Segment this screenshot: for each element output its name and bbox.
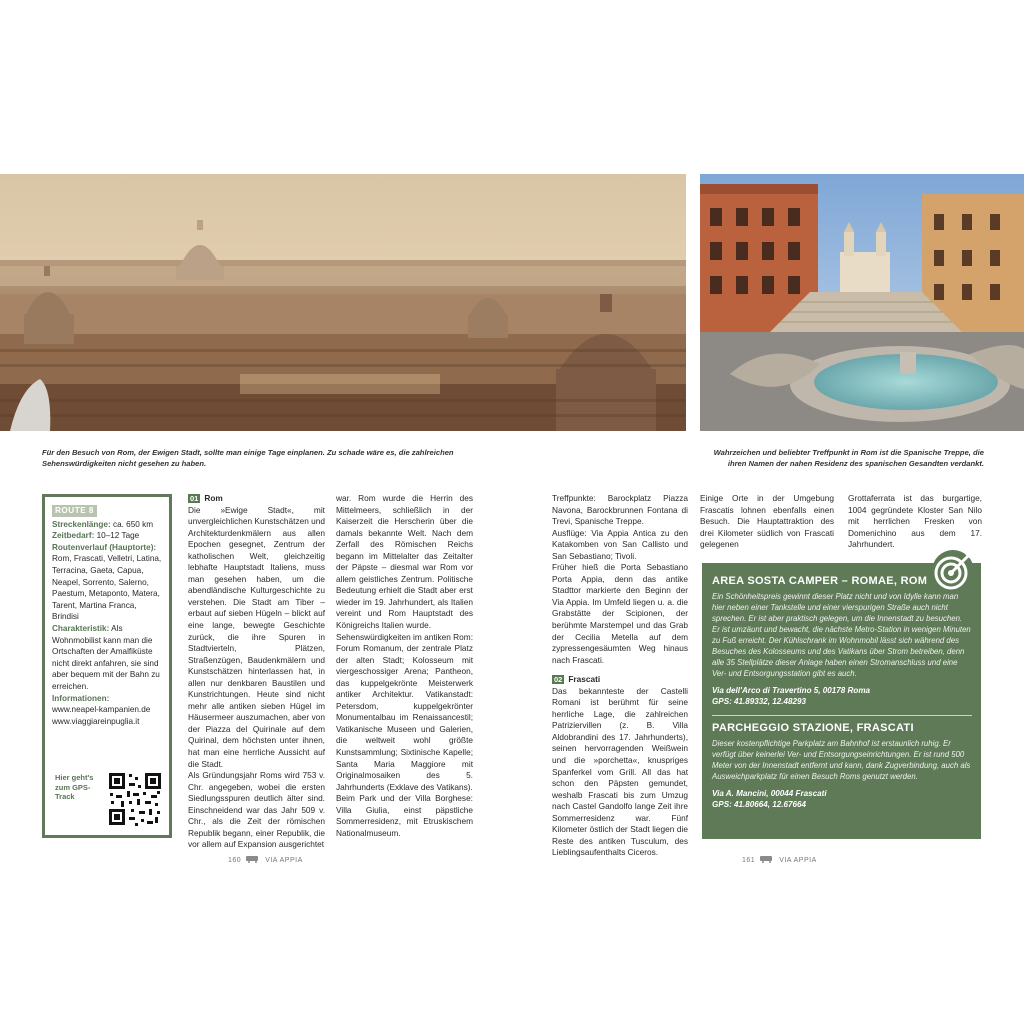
text-column-2 [188,493,325,851]
camper-site-b-gps: GPS: 41.80664, 12.67664 [712,800,807,809]
body-paragraph: Ausflüge: Via Appia Antica zu den Katakomben von San Callisto und San Sebastiano; Tivoli. [552,527,688,561]
section-number: 02 [554,675,563,685]
photo-caption-left: Für den Besuch von Rom, der Ewigen Stadt, sollte man einige Tage einplanen. Zu schade wäre es, die zahlreichen Sehenswürdigkeiten nicht gesehen zu haben. [42,448,454,468]
text-column-3 [336,493,473,839]
body-paragraph: Grottaferrata ist das burgartige, 1004 gegründete Kloster San Nilo mit herrlichen Fresken von Domenichino aus dem 17. Jahrhundert. [848,493,982,550]
page-folio-left [228,855,303,865]
camper-site-b-title: PARCHEGGIO STAZIONE, FRASCATI [712,722,914,734]
text-column-5 [700,493,834,551]
body-paragraph: Beim Park und der Villa Borghese: Villa Giulia, einst päpstliche Sommerresidenz, mit Etruskischem Nationalmuseum. [336,793,473,838]
camper-van-icon [760,855,774,865]
page-number: 160 [228,856,242,864]
camper-sites-box [702,563,981,839]
route-info-label: Informationen: [52,693,110,703]
spanish-steps-photo [700,174,1024,431]
route-info-link-2[interactable]: www.viaggiareinpuglia.it [52,716,140,726]
page-folio-right [742,855,817,865]
camper-site-a-title: AREA SOSTA CAMPER – ROMAE, ROM [712,575,928,587]
route-course-value: Rom, Frascati, Velletri, Latina, Terracina, Gaeta, Capua, Neapel, Sorrento, Salerno, Paestum, Metaponto, Matera, Tarent, Martina Franca, Brindisi [52,554,162,622]
route-char-value: Als Wohnmobilist kann man die Ortschaften der Amalfiküste nicht direkt anfahren, sie sind aber bequem mit der Bahn zu erreichen. [52,623,160,691]
route-length-value: ca. 650 km [112,519,154,529]
body-paragraph: Einige Orte in der Umgebung Frascatis lohnen ebenfalls einen Besuch. Die Hauptattraktion des drei Kilometer südlich von Frascati gelegenen [700,493,834,550]
camper-site-a-address: Via dell'Arco di Travertino 5, 00178 Roma [712,686,871,695]
body-paragraph: Das bekannteste der Castelli Romani ist berühmt für seine herrliche Lage, die zahlreichen Patriziervillen (z. B. Villa Aldobrandini des 17. Jahrhunderts), seinen hervorragenden Weißwein und die »porchetta«, knuspriges Spanferkel vom Grill. All das hat schon den Päpsten gemundet, weshalb Frascati bis zum Umzug nach Castel Gandolfo lange Zeit ihre Sommerresidenz war. Fünf Kilometer östlich der Stadt liegen die Reste des antiken Tusculum, des Lieblingsaufenthalts Ciceros. [552,685,688,858]
text-column-6 [848,493,982,551]
route-length-label: Streckenlänge: [52,519,111,529]
body-paragraph: Die »Ewige Stadt«, mit unvergleichlichen Kunstschätzen und Architekturdenkmälern aus allen Epochen gesegnet, Zentrum der katholischen Welt, gleichzeitig lebhafte Hauptstadt Italiens, muss man gesehen haben, um die abendländische Kulturgeschichte zu verstehen. Die Stadt am Tiber – erbaut auf sieben Hügeln – blickt auf eine lange, bewegte Geschichte zurück, die ihre Spuren in Stadtvierteln, Plätzen, Straßenzügen, Baudenkmälern und Kunstschätzen hinterlassen hat, in allen nur denkbaren Baustilen und Kunstrichtungen. Heute sind nicht mehr alle antiken sieben Hügel im Häusermeer auszumachen, aber von der Piazza del Quirinale auf dem Quirinal, dem höchsten unter ihnen, hat man eine herrliche Aussicht auf die Stadt. [188,504,325,769]
camper-site-b-text: Dieser kostenpflichtige Parkplatz am Bahnhof ist erstaunlich ruhig. Er verfügt über keinerlei Ver- und Entsorgungseinrichtungen. Er ist rund 500 Meter von der Innenstadt entfernt und kann, dank Zugverbindung, auch als Ausweichparkplatz für einen Besuch Roms genutzt werden. [712,739,971,781]
route-time-value: 10–12 Tage [96,531,140,541]
camper-site-b-address: Via A. Mancini, 00044 Frascati [712,789,827,798]
section-title: Frascati [568,674,601,685]
body-paragraph: Als Gründungsjahr Roms wird 753 v. Chr. angegeben, wobei die ersten Siedlungsspuren deutlich älter sind. Einschneidend war das Jahr 509 v. Chr., als die Zeit der römischen Republik begann, einer Republik, die vor allem auf Expansion ausgerichtet [188,770,325,850]
qr-code-icon[interactable] [107,771,163,827]
page-number: 161 [742,856,756,864]
route-course-label: Routenverlauf (Hauptorte): [52,542,157,552]
body-paragraph: Treffpunkte: Barockplatz Piazza Navona, Barockbrunnen Fontana di Trevi, Spanische Treppe. [552,493,688,527]
section-heading-rom [188,493,325,505]
text-column-4 [552,493,688,859]
gps-track-label: Hier geht's zum GPS-Track [55,773,94,801]
route-time-label: Zeitbedarf: [52,531,95,541]
body-paragraph: Früher hieß die Porta Sebastiano Porta Appia, denn das antike Stadttor markierte den Beginn der Via Appia. Im Umfeld liegen u. a. die Grabstätte der Scipionen, der berühmte Marstempel und das Grab der Cecilia Metella auf dem zypressengesäumten Weg hinaus nach Frascati. [552,562,688,665]
camper-site-a-text: Ein Schönheitspreis gewinnt dieser Platz nicht und von Idylle kann man hier neben einer Tankstelle und einer vierspurigen Straße auch nicht sprechen. Er ist aber praktisch gelegen, um die Innenstadt zu besuchen. Er ist umzäunt und bewacht, die nächste Metro-Station in wenigen Minuten zu Fuß erreicht. Der Kühlschrank im Wohnmobil lässt sich während des Besuches des Kolosseums und des Vatikans über Strom betreiben, denn alle 35 Stellplätze dieser Anlage haben einen Stromanschluss und eine Ver- und Entsorgungsstation gibt es auch. [712,592,971,678]
body-paragraph: Sehenswürdigkeiten im antiken Rom: Forum Romanum, der zentrale Platz der alten Stadt; Kolosseum mit viergeschossiger Arena; Pantheon, das kuppelgekrönte Meisterwerk antiker Architektur. Vatikanstadt: Petersdom, kuppelgekrönter Monumentalbau im Renaissancestil; Vatikanische Museen und Galerien, die weltweit wohl größte Kunstsammlung; Sixtinische Kapelle; Santa Maria Maggiore mit Originalmosaiken des 5. Jahrhunderts (Exklave des Vatikans). [336,631,473,792]
running-title: VIA APPIA [779,856,817,864]
section-heading-frascati [552,674,688,686]
camper-van-icon [246,855,260,865]
section-number: 01 [190,494,199,504]
route-info-box [42,494,172,838]
running-title: VIA APPIA [265,856,303,864]
photo-caption-right: Wahrzeichen und beliebter Treffpunkt in Rom ist die Spanische Treppe, die ihren Namen der nahen Residenz des spanischen Gesandten verdankt. [713,448,984,468]
camper-divider [712,715,972,716]
section-title: Rom [204,493,223,503]
route-char-label: Charakteristik: [52,623,110,633]
route-title: ROUTE 8 [52,505,97,517]
rome-skyline-photo [0,174,686,431]
route-info-link-1[interactable]: www.neapel-kampanien.de [52,705,151,715]
camper-site-a-gps: GPS: 41.89332, 12.48293 [712,697,807,706]
body-paragraph: war. Rom wurde die Herrin des Mittelmeers, schließlich in der Kaiserzeit die Herscherin über die damals bekannte Welt. Nach dem Zerfall des Römischen Reichs begann im Mittelalter das Zeitalter der Päpste – diesmal war Rom vor allem geistliches Zentrum. Politische Bedeutung erhielt die Stadt aber erst wieder im 19. Jahrhundert, als Italien vereint und Rom Hauptstadt des Königreichs Italien wurde. [336,493,473,631]
